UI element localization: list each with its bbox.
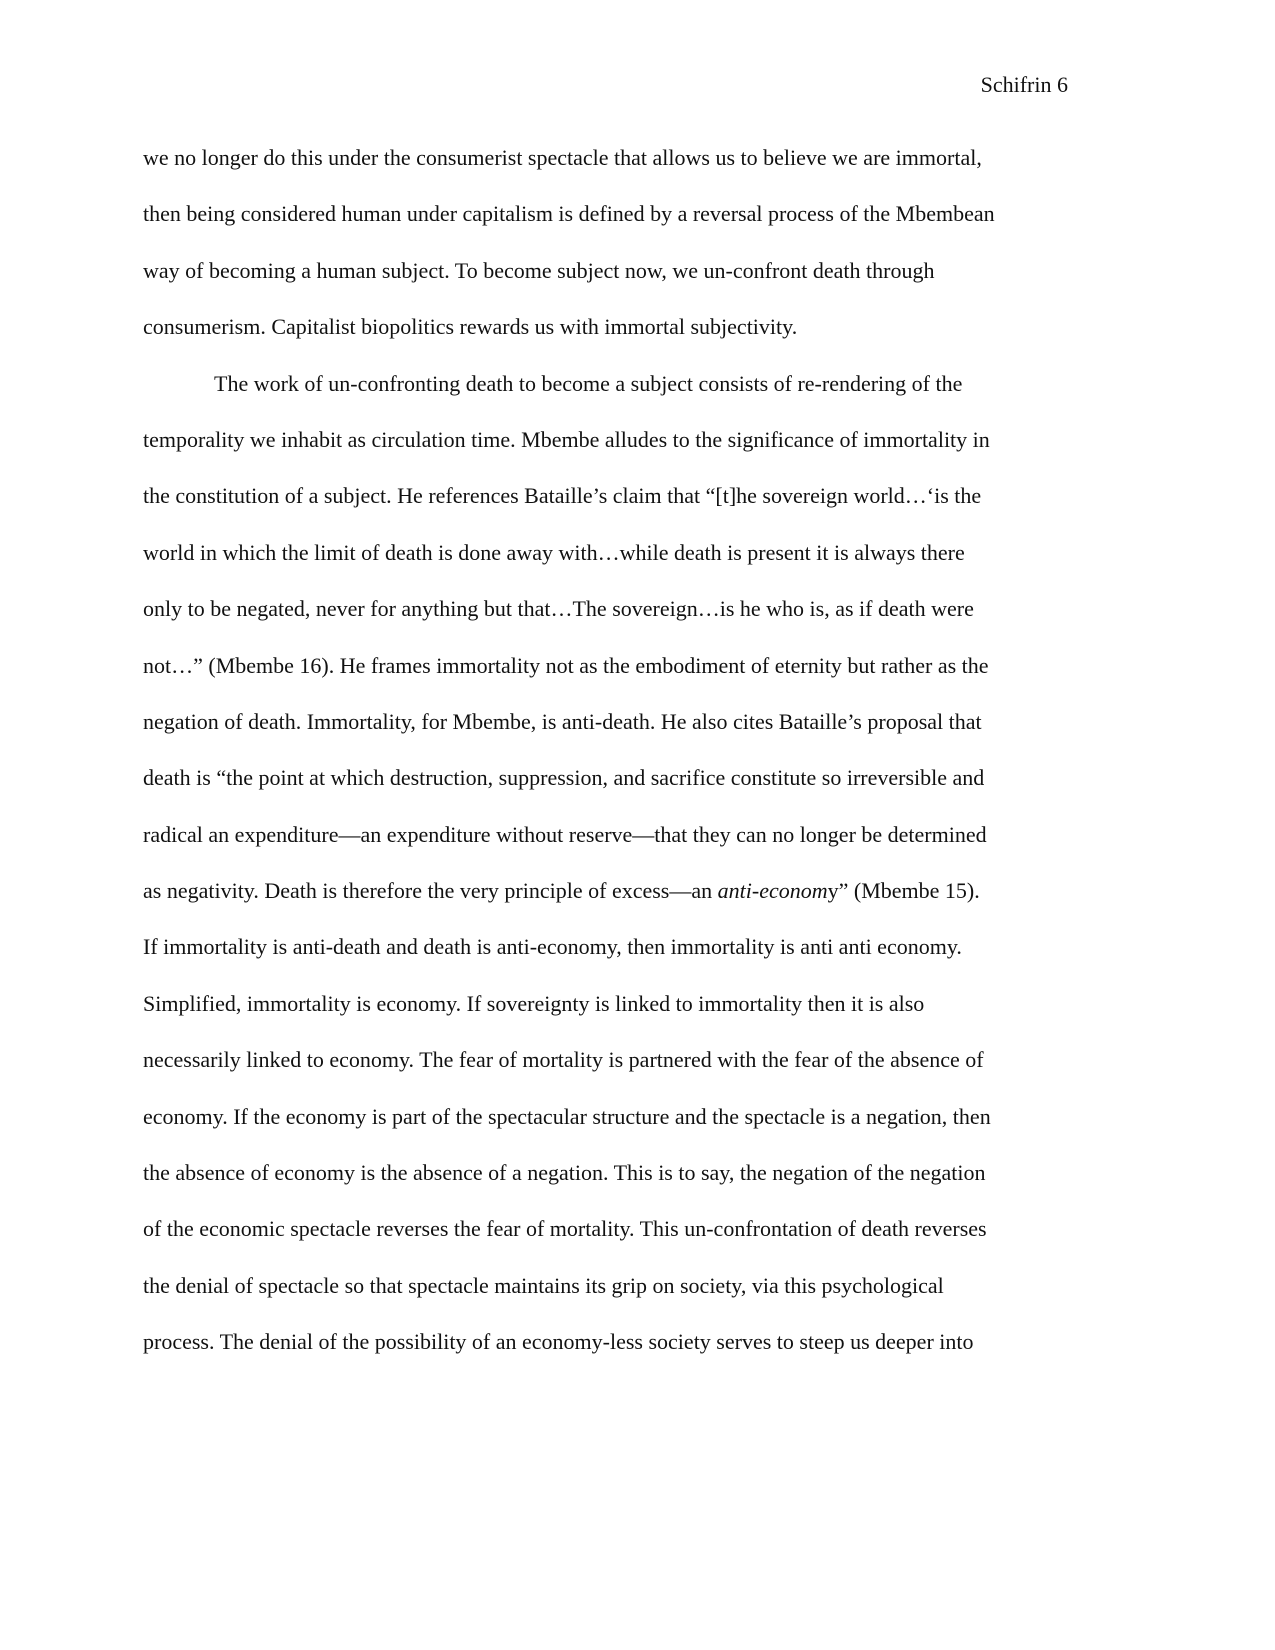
text-line: not…” (Mbembe 16). He frames immortality not as the embodiment of eternity but rather as the bbox=[143, 652, 989, 678]
text-line: the absence of economy is the absence of a negation. This is to say, the negation of the negation bbox=[143, 1160, 986, 1186]
text-line: Simplified, immortality is economy. If sovereignty is linked to immortality then it is also bbox=[143, 990, 925, 1016]
text-line: process. The denial of the possibility of an economy-less society serves to steep us deeper into bbox=[143, 1329, 974, 1355]
text-line: consumerism. Capitalist biopolitics rewards us with immortal subjectivity. bbox=[143, 314, 798, 340]
text-line: the denial of spectacle so that spectacle maintains its grip on society, via this psychological bbox=[143, 1272, 944, 1298]
text-line: of the economic spectacle reverses the fear of mortality. This un-confrontation of death reverses bbox=[143, 1216, 987, 1242]
text-line: death is “the point at which destruction, suppression, and sacrifice constitute so irreversible and bbox=[143, 765, 985, 791]
text-line: economy. If the economy is part of the spectacular structure and the spectacle is a negation, then bbox=[143, 1103, 991, 1129]
text-line: the constitution of a subject. He references Bataille’s claim that “[t]he sovereign world…‘is the bbox=[143, 483, 982, 509]
text-segment: y” (Mbembe 15). bbox=[827, 878, 980, 904]
text-line: negation of death. Immortality, for Mbembe, is anti-death. He also cites Bataille’s proposal that bbox=[143, 708, 982, 734]
text-segment: as negativity. Death is therefore the very principle of excess—an bbox=[143, 878, 718, 904]
paragraph-start-line: The work of un-confronting death to become a subject consists of re-rendering of the bbox=[214, 370, 963, 396]
text-line: world in which the limit of death is done away with…while death is present it is always there bbox=[143, 539, 965, 565]
text-line: way of becoming a human subject. To become subject now, we un-confront death through bbox=[143, 257, 935, 283]
text-line: we no longer do this under the consumerist spectacle that allows us to believe we are immortal, bbox=[143, 145, 982, 170]
text-line: temporality we inhabit as circulation time. Mbembe alludes to the significance of immortality in bbox=[143, 426, 990, 452]
text-line: radical an expenditure—an expenditure without reserve—that they can no longer be determined bbox=[143, 821, 987, 847]
text-line: only to be negated, never for anything but that…The sovereign…is he who is, as if death were bbox=[143, 596, 974, 622]
body-text bbox=[143, 140, 1083, 1381]
italic-term: anti-econom bbox=[717, 878, 828, 904]
text-line bbox=[143, 873, 1083, 929]
text-line: necessarily linked to economy. The fear of mortality is partnered with the fear of the absence of bbox=[143, 1047, 984, 1073]
text-line: If immortality is anti-death and death is anti-economy, then immortality is anti anti economy. bbox=[143, 934, 962, 960]
text-line: then being considered human under capitalism is defined by a reversal process of the Mbembean bbox=[143, 201, 995, 227]
running-head: Schifrin 6 bbox=[980, 72, 1068, 97]
